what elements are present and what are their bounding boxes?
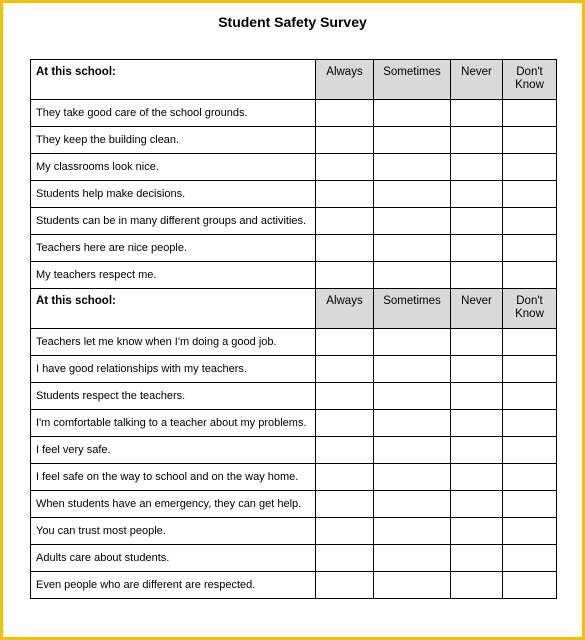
question-text: Teachers let me know when I'm doing a good job. [31,329,316,356]
option-column-header: Sometimes [374,289,451,329]
section-header-row [31,60,557,100]
option-column-header: Never [451,60,503,100]
answer-cell[interactable] [374,262,451,289]
answer-cell[interactable] [503,127,557,154]
option-column-header: Sometimes [374,60,451,100]
question-text: When students have an emergency, they can get help. [31,491,316,518]
answer-cell[interactable] [451,262,503,289]
answer-cell[interactable] [316,208,374,235]
question-text: Students can be in many different groups and activities. [31,208,316,235]
option-column-header: Don't Know [503,289,557,329]
question-text: I feel safe on the way to school and on the way home. [31,464,316,491]
answer-cell[interactable] [451,356,503,383]
answer-cell[interactable] [503,208,557,235]
answer-cell[interactable] [316,100,374,127]
answer-cell[interactable] [451,181,503,208]
answer-cell[interactable] [451,437,503,464]
answer-cell[interactable] [503,356,557,383]
option-column-header: Always [316,289,374,329]
answer-cell[interactable] [503,181,557,208]
answer-cell[interactable] [316,572,374,599]
answer-cell[interactable] [374,100,451,127]
answer-cell[interactable] [451,491,503,518]
question-text: They take good care of the school grounds. [31,100,316,127]
answer-cell[interactable] [374,383,451,410]
answer-cell[interactable] [451,464,503,491]
table-row [31,235,557,262]
table-row [31,410,557,437]
question-text: My classrooms look nice. [31,154,316,181]
table-row [31,518,557,545]
answer-cell[interactable] [451,410,503,437]
option-column-header: Always [316,60,374,100]
answer-cell[interactable] [451,208,503,235]
answer-cell[interactable] [374,491,451,518]
answer-cell[interactable] [503,262,557,289]
answer-cell[interactable] [451,127,503,154]
answer-cell[interactable] [503,464,557,491]
answer-cell[interactable] [374,410,451,437]
answer-cell[interactable] [316,127,374,154]
question-text: Students help make decisions. [31,181,316,208]
answer-cell[interactable] [316,437,374,464]
question-text: Teachers here are nice people. [31,235,316,262]
answer-cell[interactable] [451,329,503,356]
option-column-header: Don't Know [503,60,557,100]
table-row [31,208,557,235]
answer-cell[interactable] [316,235,374,262]
question-text: You can trust most people. [31,518,316,545]
answer-cell[interactable] [503,491,557,518]
question-text: Adults care about students. [31,545,316,572]
table-row [31,329,557,356]
answer-cell[interactable] [451,545,503,572]
table-row [31,572,557,599]
answer-cell[interactable] [374,208,451,235]
answer-cell[interactable] [374,154,451,181]
answer-cell[interactable] [374,235,451,262]
answer-cell[interactable] [374,356,451,383]
answer-cell[interactable] [503,572,557,599]
answer-cell[interactable] [503,235,557,262]
answer-cell[interactable] [316,154,374,181]
answer-cell[interactable] [451,518,503,545]
table-row [31,100,557,127]
answer-cell[interactable] [451,235,503,262]
table-row [31,437,557,464]
answer-cell[interactable] [316,356,374,383]
question-text: They keep the building clean. [31,127,316,154]
answer-cell[interactable] [451,100,503,127]
option-column-header: Never [451,289,503,329]
section-header-row [31,289,557,329]
answer-cell[interactable] [374,464,451,491]
answer-cell[interactable] [374,545,451,572]
question-text: I'm comfortable talking to a teacher about my problems. [31,410,316,437]
answer-cell[interactable] [316,410,374,437]
answer-cell[interactable] [316,464,374,491]
question-text: I have good relationships with my teachers. [31,356,316,383]
answer-cell[interactable] [316,181,374,208]
table-row [31,464,557,491]
page-title: Student Safety Survey [218,14,367,30]
section-heading: At this school: [31,60,316,100]
question-text: Even people who are different are respected. [31,572,316,599]
answer-cell[interactable] [503,518,557,545]
answer-cell[interactable] [451,154,503,181]
answer-cell[interactable] [503,154,557,181]
table-row [31,181,557,208]
question-text: Students respect the teachers. [31,383,316,410]
answer-cell[interactable] [374,437,451,464]
survey-table [30,59,557,599]
question-text: My teachers respect me. [31,262,316,289]
answer-cell[interactable] [503,545,557,572]
answer-cell[interactable] [503,383,557,410]
answer-cell[interactable] [374,572,451,599]
answer-cell[interactable] [316,383,374,410]
table-row [31,545,557,572]
answer-cell[interactable] [316,491,374,518]
answer-cell[interactable] [503,329,557,356]
section-heading: At this school: [31,289,316,329]
table-row [31,154,557,181]
answer-cell[interactable] [451,383,503,410]
answer-cell[interactable] [316,545,374,572]
answer-cell[interactable] [374,181,451,208]
answer-cell[interactable] [503,100,557,127]
table-row [31,127,557,154]
answer-cell[interactable] [503,410,557,437]
table-row [31,383,557,410]
answer-cell[interactable] [316,329,374,356]
question-text: I feel very safe. [31,437,316,464]
answer-cell[interactable] [316,518,374,545]
answer-cell[interactable] [374,329,451,356]
answer-cell[interactable] [374,518,451,545]
answer-cell[interactable] [503,437,557,464]
answer-cell[interactable] [451,572,503,599]
table-row [31,491,557,518]
table-row [31,356,557,383]
answer-cell[interactable] [374,127,451,154]
answer-cell[interactable] [316,262,374,289]
table-row [31,262,557,289]
